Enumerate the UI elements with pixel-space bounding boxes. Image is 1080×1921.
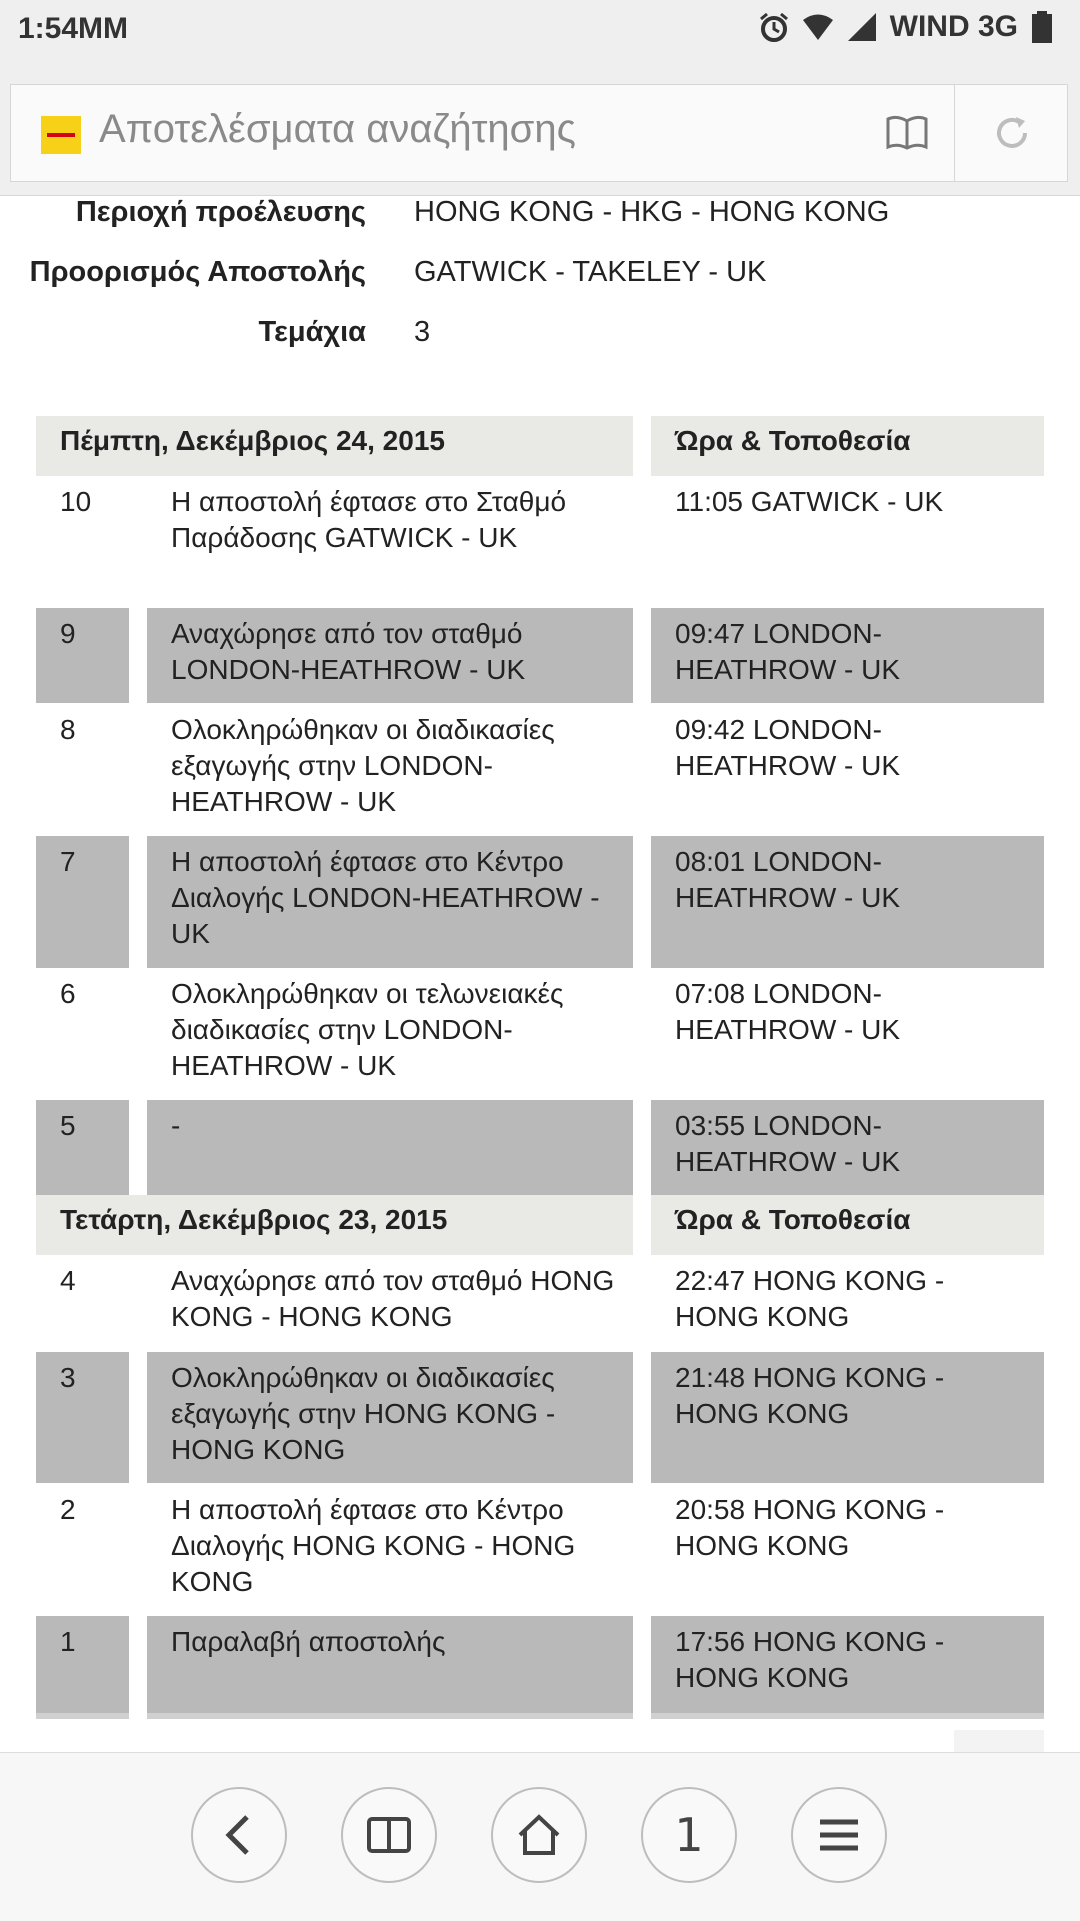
alarm-icon xyxy=(758,11,790,43)
time-location-header: Ώρα & Τοποθεσία xyxy=(651,416,1044,476)
event-time-location: 03:55 LONDON-HEATHROW - UK xyxy=(651,1100,1044,1195)
browser-toolbar xyxy=(0,60,1080,196)
event-time-location: 08:01 LONDON-HEATHROW - UK xyxy=(651,836,1044,968)
event-time-location: 21:48 HONG KONG - HONG KONG xyxy=(651,1352,1044,1483)
destination-value: GATWICK - TAKELEY - UK xyxy=(414,256,767,288)
reload-icon xyxy=(992,113,1032,153)
event-description: Παραλαβή αποστολής xyxy=(147,1616,633,1713)
event-number: 8 xyxy=(60,714,76,745)
event-number: 2 xyxy=(60,1494,76,1525)
origin-row xyxy=(0,196,1080,256)
event-time-location: 09:42 LONDON-HEATHROW - UK xyxy=(675,714,901,781)
back-icon xyxy=(219,1813,259,1857)
event-number: 9 xyxy=(36,608,129,703)
pieces-value: 3 xyxy=(414,316,431,348)
reader-mode-button[interactable] xyxy=(857,85,957,181)
menu-icon xyxy=(818,1817,860,1853)
status-bar xyxy=(0,0,1080,60)
pieces-label: Τεμάχια xyxy=(258,316,366,348)
home-icon xyxy=(516,1813,562,1857)
dhl-logo-icon xyxy=(41,116,81,154)
tabs-counter: 1 xyxy=(674,1808,704,1862)
destination-label: Προορισμός Αποστολής xyxy=(29,256,366,288)
event-number: 6 xyxy=(60,978,76,1009)
destination-row xyxy=(0,256,1080,316)
scroll-indicator[interactable] xyxy=(954,1730,1044,1752)
event-time-location: 11:05 GATWICK - UK xyxy=(675,486,944,517)
menu-button[interactable] xyxy=(791,1787,887,1883)
event-time-location: 17:56 HONG KONG - HONG KONG xyxy=(651,1616,1044,1713)
date-header: Τετάρτη, Δεκέμβριος 23, 2015 xyxy=(36,1195,633,1255)
event-number: 3 xyxy=(36,1352,129,1483)
event-description: Η αποστολή έφτασε στο Κέντρο Διαλογής HONG KONG - HONG KONG xyxy=(171,1494,576,1597)
event-time-location: 20:58 HONG KONG - HONG KONG xyxy=(675,1494,945,1561)
event-time-location: 22:47 HONG KONG - HONG KONG xyxy=(675,1265,945,1332)
bookmarks-button[interactable] xyxy=(341,1787,437,1883)
signal-icon xyxy=(846,11,878,43)
wifi-icon xyxy=(802,11,834,43)
row-divider xyxy=(147,1713,633,1719)
event-description: Ολοκληρώθηκαν οι διαδικασίες εξαγωγής στην HONG KONG - HONG KONG xyxy=(147,1352,633,1483)
status-icons xyxy=(758,10,1062,44)
event-description: Η αποστολή έφτασε στο Κέντρο Διαλογής LONDON-HEATHROW - UK xyxy=(147,836,633,968)
event-number: 5 xyxy=(36,1100,129,1195)
home-button[interactable] xyxy=(491,1787,587,1883)
time-location-header: Ώρα & Τοποθεσία xyxy=(651,1195,1044,1255)
book-icon xyxy=(885,115,929,151)
page-title[interactable]: Αποτελέσματα αναζήτησης xyxy=(99,107,576,151)
origin-label: Περιοχή προέλευσης xyxy=(75,196,366,228)
event-number: 4 xyxy=(60,1265,76,1296)
row-divider xyxy=(651,1713,1044,1719)
back-button[interactable] xyxy=(191,1787,287,1883)
tracking-results xyxy=(0,196,1080,1752)
event-time-location: 07:08 LONDON-HEATHROW - UK xyxy=(675,978,901,1045)
event-description: Ολοκληρώθηκαν οι τελωνειακές διαδικασίες στην LONDON-HEATHROW - UK xyxy=(171,978,564,1081)
reload-button[interactable] xyxy=(957,85,1067,181)
origin-value: HONG KONG - HKG - HONG KONG xyxy=(414,196,890,228)
event-description: Αναχώρησε από τον σταθμό HONG KONG - HONG KONG xyxy=(171,1265,615,1332)
row-divider xyxy=(36,1713,129,1719)
browser-bottom-nav xyxy=(0,1752,1080,1921)
address-bar[interactable] xyxy=(10,84,1068,182)
event-number: 1 xyxy=(36,1616,129,1713)
event-description: Αναχώρησε από τον σταθμό LONDON-HEATHROW - UK xyxy=(147,608,633,703)
toolbar-divider xyxy=(954,85,955,181)
battery-icon xyxy=(1030,11,1062,43)
event-time-location: 09:47 LONDON-HEATHROW - UK xyxy=(651,608,1044,703)
tabs-button[interactable] xyxy=(641,1787,737,1883)
pieces-row xyxy=(0,316,1080,376)
event-number: 10 xyxy=(60,486,92,517)
bookmarks-icon xyxy=(366,1815,412,1855)
network-label: WIND 3G xyxy=(889,10,1018,43)
date-header: Πέμπτη, Δεκέμβριος 24, 2015 xyxy=(36,416,633,476)
event-description: Η αποστολή έφτασε στο Σταθμό Παράδοσης GATWICK - UK xyxy=(171,486,567,553)
status-time: 1:54MM xyxy=(18,12,129,45)
event-number: 7 xyxy=(36,836,129,968)
event-description: Ολοκληρώθηκαν οι διαδικασίες εξαγωγής στην LONDON-HEATHROW - UK xyxy=(171,714,555,817)
event-description: - xyxy=(147,1100,633,1195)
